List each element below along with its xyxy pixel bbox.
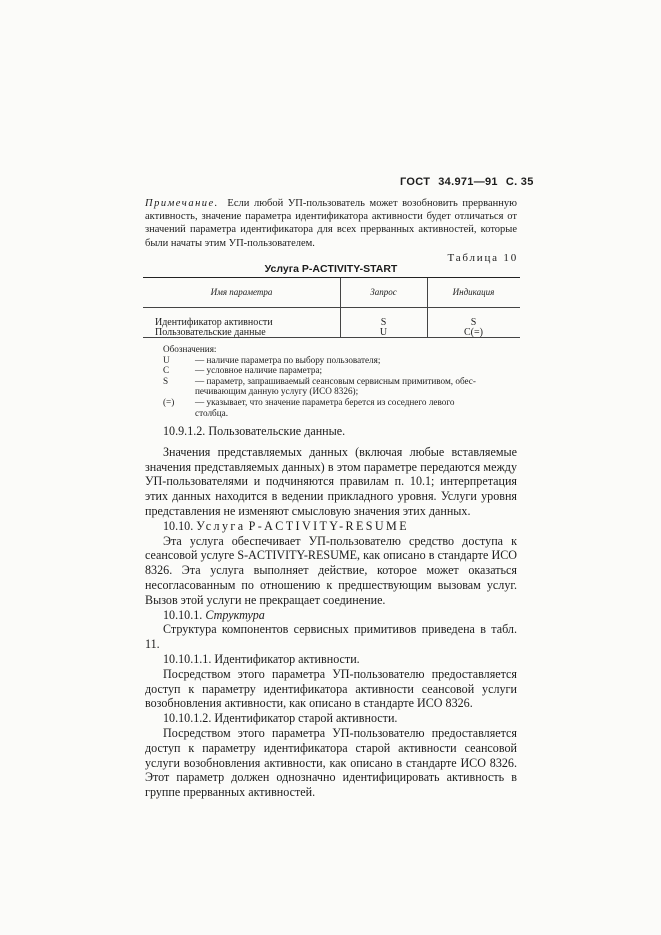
legend-item	[163, 376, 520, 387]
section-title: Структура	[205, 607, 265, 622]
note-text: Если любой УП-пользователь может возобновить прерванную активность, значение параметра идентификатора активности будет отличаться от значений параметра идентификатора для всех прерванных активностей, которые были начаты этим УП-пользователем.	[145, 198, 517, 249]
page-number: С. 35	[505, 176, 534, 188]
legend-symbol: C	[163, 365, 170, 376]
section-heading	[145, 608, 517, 623]
header-name: Имя параметра	[210, 287, 273, 297]
service-name: P-ACTIVITY-RESUME	[248, 518, 409, 533]
legend-symbol: U	[163, 354, 170, 365]
parameter-table	[143, 277, 520, 338]
row-request: S	[380, 317, 387, 328]
row-indication: C(=)	[464, 327, 483, 338]
legend-text: — указывает, что значение параметра берется из соседнего левого	[195, 396, 455, 407]
section-heading: 10.9.1.2. Пользовательские данные.	[163, 424, 346, 438]
section-paragraph: Структура компонентов сервисных примитивов приведена в табл. 11.	[145, 622, 517, 652]
table-header-rule	[143, 307, 520, 308]
section-paragraph: Посредством этого параметра УП-пользователю предоставляется доступ к параметру идентификатора старой активности сеансовой услуги возобновления активности, как описано в стандарте ИСО 8326. Этот параметр должен однозначно идентифицировать активность в группе прерванных активностей.	[145, 725, 517, 800]
row-name: Пользовательские данные	[155, 327, 266, 338]
section-heading: 10.10.1.2. Идентификатор старой активности.	[163, 711, 398, 726]
section-paragraph: Эта услуга обеспечивает УП-пользователю средство доступа к сеансовой услуге S-ACTIVITY-RESUME, как описано в стандарте ИСО 8326. Эта услуга выполняет действие, которое может оказаться несогласованным по отношению к предшествующим вызовам услуг. Вызов этой услуги не прекращает соединение.	[145, 533, 517, 607]
legend-symbol: (=)	[163, 396, 175, 407]
legend-title: Обозначения:	[163, 344, 217, 354]
section-word: Услуга	[196, 518, 246, 533]
table-title: Услуга P-ACTIVITY-START	[264, 263, 398, 275]
table-number: Таблица 10	[447, 252, 518, 264]
legend-text-continued: печивающим данную услугу (ИСО 8326);	[195, 386, 359, 397]
legend-symbol: S	[163, 375, 169, 386]
header-request: Запрос	[370, 287, 397, 297]
standard-label: ГОСТ	[400, 176, 431, 188]
legend-text-continued: столбца.	[195, 407, 228, 418]
row-request: U	[379, 327, 388, 338]
section-paragraph: Посредством этого параметра УП-пользователю предоставляется доступ к параметру идентификатора активности сеансовой услуги возобновления активности, как описано в стандарте ИСО 8326.	[145, 666, 517, 711]
note-lead: Примечание.	[145, 198, 219, 209]
legend-item	[163, 355, 520, 366]
page-header	[400, 176, 534, 188]
note-paragraph	[145, 197, 517, 250]
section-number: 10.10.	[163, 518, 194, 533]
legend-text: — условное наличие параметра;	[195, 365, 323, 376]
table-legend	[163, 344, 520, 418]
legend-item	[163, 397, 520, 408]
row-name: Идентификатор активности	[155, 317, 273, 328]
legend-item	[163, 365, 520, 376]
section-number: 10.10.1.	[163, 607, 203, 622]
section-heading	[145, 519, 517, 534]
row-indication: S	[470, 317, 477, 328]
section-paragraph: Значения представляемых данных (включая любые вставляемые значения представляемых данных) в этом параметре передаются между УП-пользователями и подчиняются правилам п. 10.1; интерпретация этих данных находится в ведении прикладного уровня. Услуги уровня представления не изменяют смысловую значения этих данных.	[145, 444, 517, 518]
body-text	[145, 424, 517, 800]
header-indication: Индикация	[452, 287, 495, 297]
legend-text: — параметр, запрашиваемый сеансовым сервисным примитивом, обес-	[195, 375, 476, 386]
section-heading: 10.10.1.1. Идентификатор активности.	[163, 651, 360, 666]
legend-text: — наличие параметра по выбору пользователя;	[195, 354, 381, 365]
standard-number: 34.971—91	[438, 176, 498, 188]
